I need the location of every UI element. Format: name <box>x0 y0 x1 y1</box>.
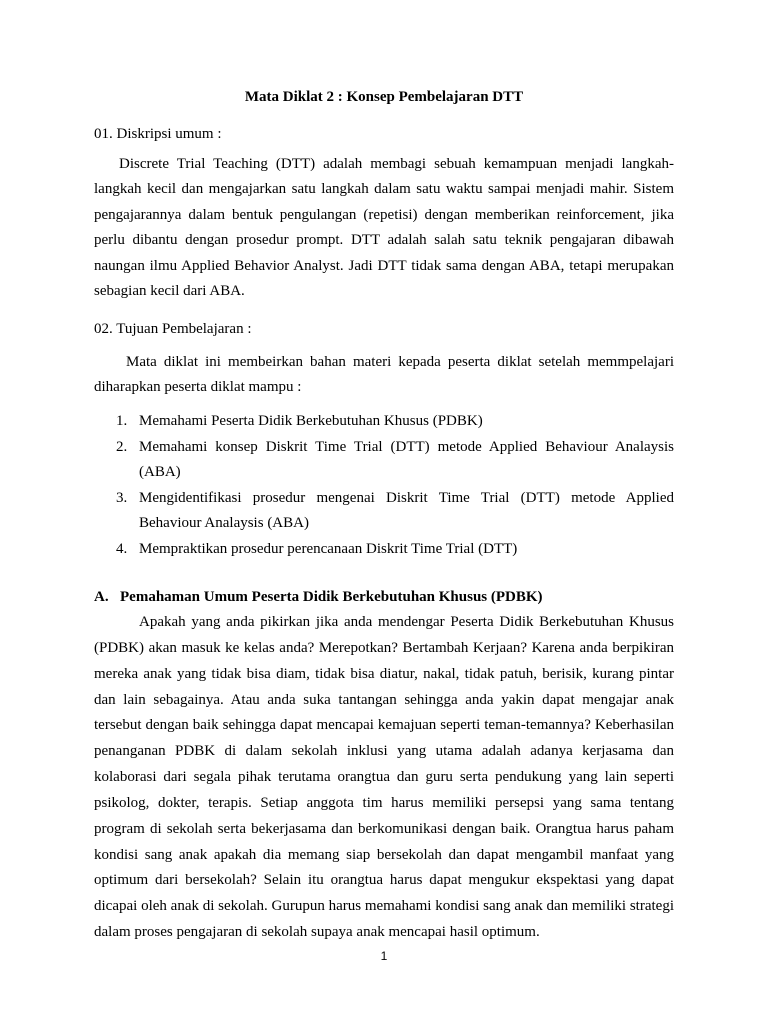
section-1-paragraph: Discrete Trial Teaching (DTT) adalah membagi sebuah kemampuan menjadi langkah-langkah kecil dan mengajarkan satu langkah dalam satu waktu sampai menjadi mahir. Sistem pengajarannya dalam bentuk pengulangan (repetisi) dengan memberikan reinforcement, jika perlu dibantu dengan prosedur prompt. DTT adalah salah satu teknik pengajaran dibawah naungan ilmu Applied Behavior Analyst. Jadi DTT tidak sama dengan ABA, tetapi merupakan sebagian kecil dari ABA. <box>94 156 674 300</box>
list-item <box>94 409 674 435</box>
list-item <box>94 486 674 537</box>
section-2-heading: 02. Tujuan Pembelajaran : <box>94 321 252 337</box>
page-number: 1 <box>380 949 388 963</box>
list-item-text: Mengidentifikasi prosedur mengenai Diskrit Time Trial (DTT) metode Applied Behaviour Analaysis (ABA) <box>139 489 674 531</box>
section-a-heading-text: Pemahaman Umum Peserta Didik Berkebutuhan Khusus (PDBK) <box>120 589 543 605</box>
section-a-heading <box>94 587 674 607</box>
objectives-list <box>94 409 674 562</box>
list-item-number: 1. <box>116 413 128 429</box>
list-item <box>94 537 674 563</box>
section-2-paragraph: Mata diklat ini membeirkan bahan materi kepada peserta diklat setelah memmpelajari diharapkan peserta diklat mampu : <box>94 354 674 396</box>
list-item-number: 3. <box>116 489 128 506</box>
section-a-letter: A. <box>94 589 109 605</box>
section-1-heading: 01. Diskripsi umum : <box>94 126 222 142</box>
document-title: Mata Diklat 2 : Konsep Pembelajaran DTT <box>244 89 524 105</box>
list-item-text: Memahami Peserta Didik Berkebutuhan Khusus (PDBK) <box>139 413 483 429</box>
list-item <box>94 435 674 486</box>
list-item-text: Memahami konsep Diskrit Time Trial (DTT) metode Applied Behaviour Analaysis (ABA) <box>139 438 674 480</box>
list-item-number: 2. <box>116 438 128 455</box>
list-item-text: Mempraktikan prosedur perencanaan Diskrit Time Trial (DTT) <box>139 540 518 557</box>
list-item-number: 4. <box>116 540 128 557</box>
section-a-paragraph: Apakah yang anda pikirkan jika anda mendengar Peserta Didik Berkebutuhan Khusus (PDBK) akan masuk ke kelas anda? Merepotkan? Bertambah Kerjaan? Karena anda berpikiran mereka anak yang tidak bisa diam, tidak bisa diatur, nakal, tidak patuh, berisik, kurang pintar dan lain sebagainya. Atau anda suka tantangan sehingga anda yakin dapat mengajar anak tersebut dengan baik sehingga dapat mencapai kemajuan seperti teman-temannya? Keberhasilan penanganan PDBK di dalam sekolah inklusi yang utama adalah adanya kerjasama dan kolaborasi dari segala pihak terutama orangtua dan guru serta pendukung yang lain seperti psikolog, dokter, terapis. Setiap anggota tim harus memiliki persepsi yang sama tentang program di sekolah serta bekerjasama dan berkomunikasi dengan baik. Orangtua harus paham kondisi sang anak apakah dia memang siap bersekolah dan dapat mengambil manfaat yang optimum dari bersekolah? Selain itu orangtua harus dapat mengukur ekspektasi yang dapat dicapai oleh anak di sekolah. Gurupun harus memahami kondisi sang anak dan memiliki strategi dalam proses pengajaran di sekolah supaya anak mencapai hasil optimum. <box>94 614 674 941</box>
